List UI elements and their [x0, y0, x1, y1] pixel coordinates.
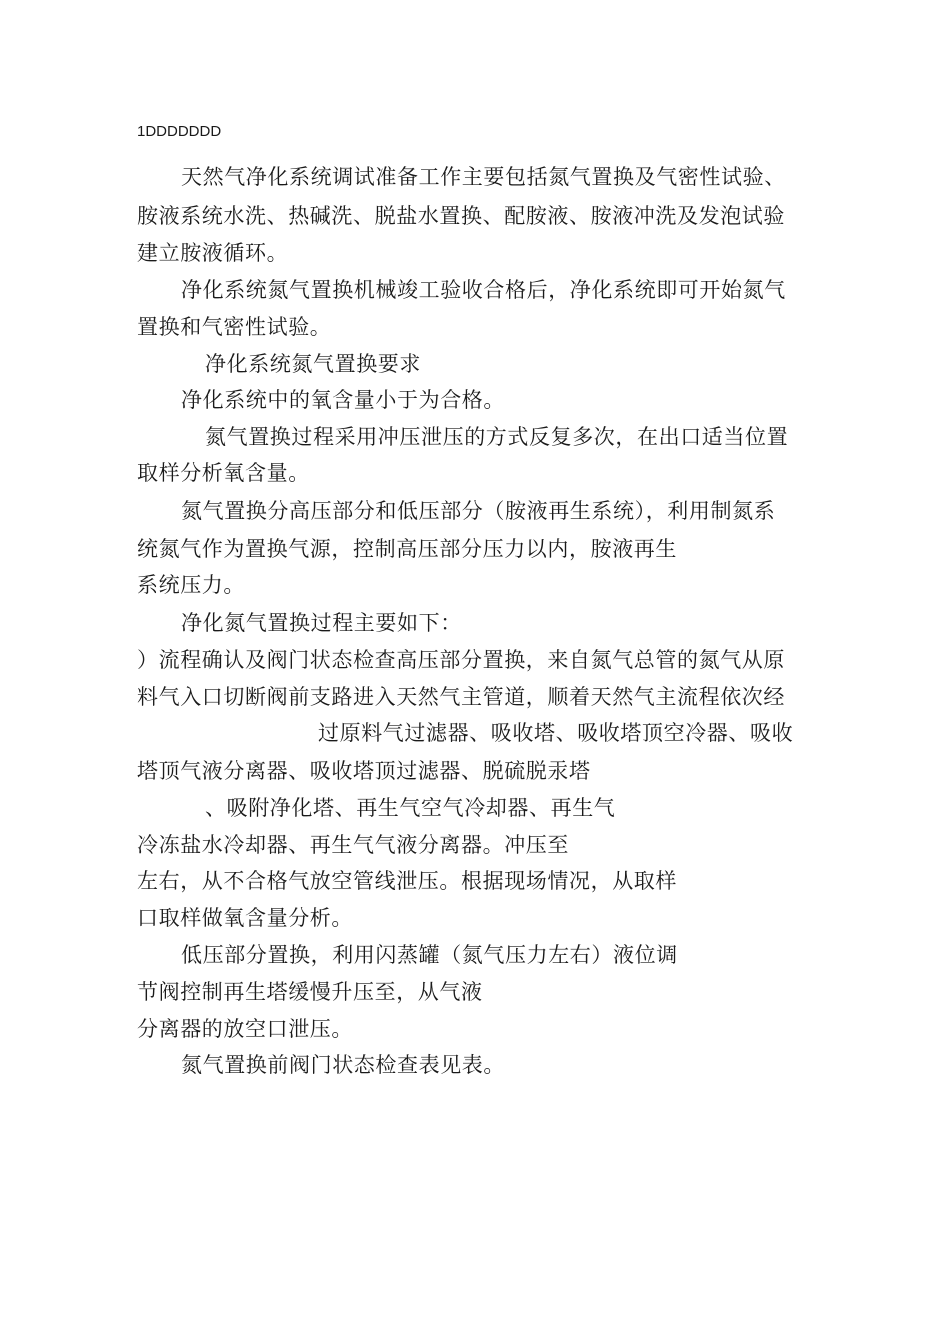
- paragraph-line: 氮气置换分高压部分和低压部分（胺液再生系统），利用制氮系: [181, 499, 776, 523]
- paragraph-line: ）流程确认及阀门状态检查高压部分置换，来自氮气总管的氮气从原: [137, 648, 785, 672]
- paragraph-line: 置换和气密性试验。: [137, 315, 332, 339]
- paragraph-line: 料气入口切断阀前支路进入天然气主管道，顺着天然气主流程依次经: [137, 685, 785, 709]
- paragraph-line: 净化氮气置换过程主要如下：: [181, 611, 462, 635]
- paragraph-line: 系统压力。: [137, 573, 245, 597]
- paragraph-line: 净化系统中的氧含量小于为合格。: [181, 388, 505, 412]
- paragraph-line: 分离器的放空口泄压。: [137, 1017, 353, 1041]
- paragraph-line: 、吸附净化塔、再生气空气冷却器、再生气: [205, 796, 616, 820]
- paragraph-line: 氮气置换过程采用冲压泄压的方式反复多次，在出口适当位置: [205, 425, 789, 449]
- paragraph-line: 天然气净化系统调试准备工作主要包括氮气置换及气密性试验、: [181, 165, 786, 189]
- page-header: 1DDDDDDD: [137, 123, 222, 140]
- paragraph-line: 氮气置换前阀门状态检查表见表。: [181, 1053, 505, 1077]
- paragraph-line: 取样分析氧含量。: [137, 461, 310, 485]
- paragraph-line: 低压部分置换，利用闪蒸罐（氮气压力左右）液位调: [181, 943, 678, 967]
- paragraph-line: 塔顶气液分离器、吸收塔顶过滤器、脱硫脱汞塔: [137, 759, 591, 783]
- paragraph-line: 口取样做氧含量分析。: [137, 906, 353, 930]
- paragraph-line: 左右，从不合格气放空管线泄压。根据现场情况，从取样: [137, 869, 677, 893]
- paragraph-line: 建立胺液循环。: [137, 241, 289, 265]
- section-heading: 净化系统氮气置换要求: [205, 352, 421, 376]
- paragraph-line: 统氮气作为置换气源，控制高压部分压力以内，胺液再生: [137, 537, 677, 561]
- paragraph-line: 净化系统氮气置换机械竣工验收合格后，净化系统即可开始氮气: [181, 278, 786, 302]
- paragraph-line: 胺液系统水洗、热碱洗、脱盐水置换、配胺液、胺液冲洗及发泡试验: [137, 204, 785, 228]
- paragraph-line: 节阀控制再生塔缓慢升压至，从气液: [137, 980, 483, 1004]
- paragraph-line: 过原料气过滤器、吸收塔、吸收塔顶空冷器、吸收: [318, 721, 794, 745]
- paragraph-line: 冷冻盐水冷却器、再生气气液分离器。冲压至: [137, 833, 569, 857]
